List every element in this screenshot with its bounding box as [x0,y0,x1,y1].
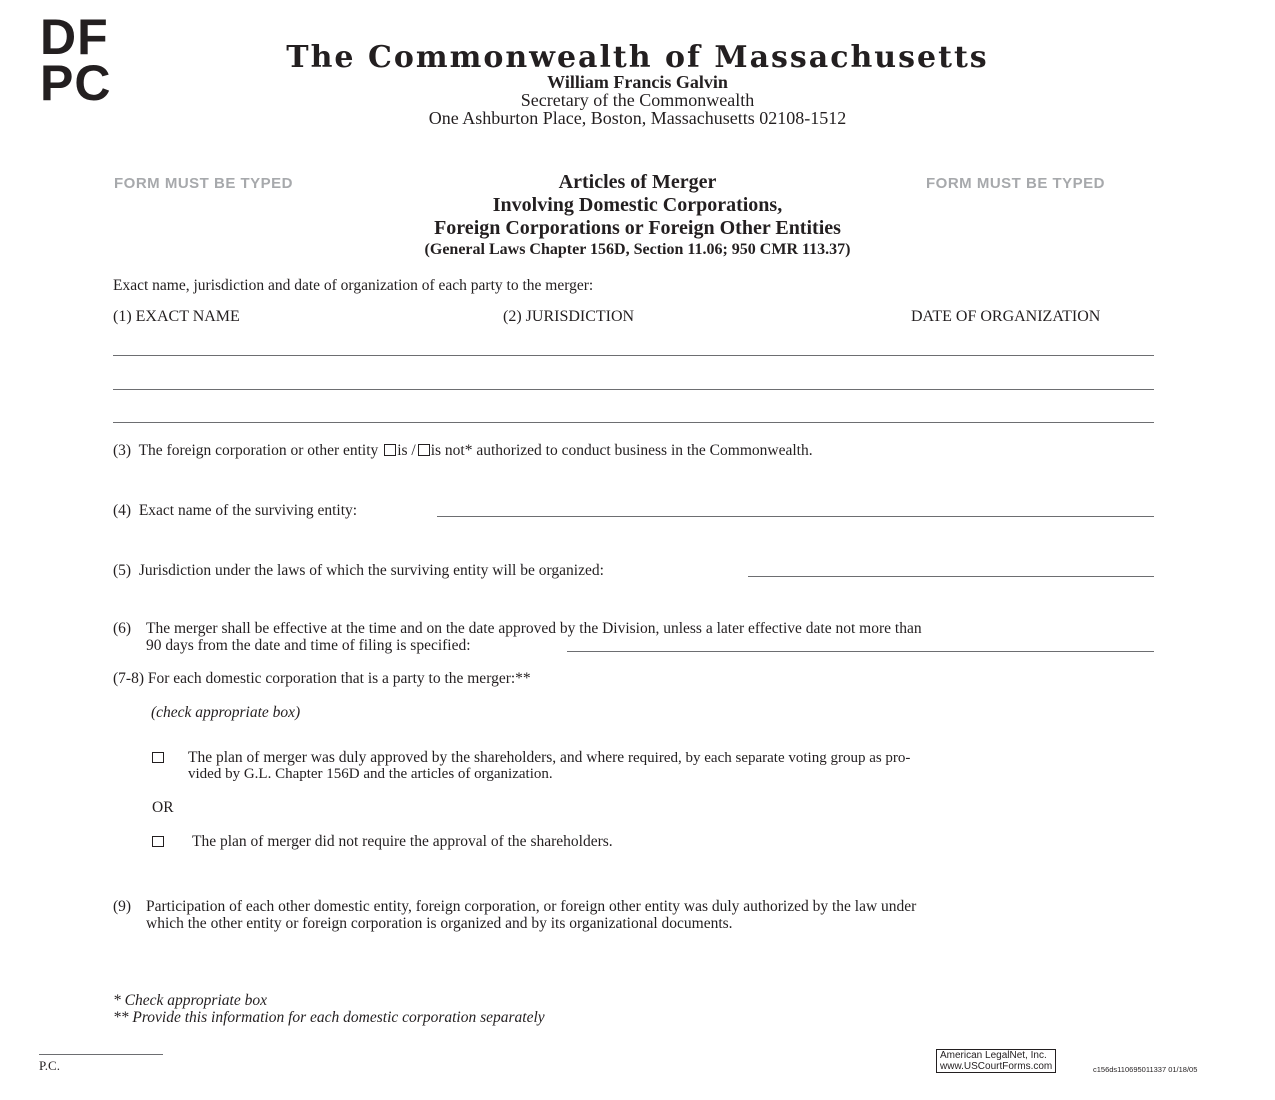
or-label: OR [152,799,174,816]
option-is-not-label: is not* [430,442,473,459]
secretary-title: Secretary of the Commonwealth [520,90,755,110]
option-no-approval: The plan of merger did not require the approval of the shareholders. [192,833,613,850]
item-6-line-1: The merger shall be effective at the time and on the date approved by the Division, unless a later effective date not more than [146,620,922,637]
commonwealth-title: The Commonwealth of Massachusetts [286,40,989,75]
surviving-entity-name-field[interactable] [437,516,1154,517]
form-subtitle-1: Involving Domestic Corporations, [492,194,783,216]
item-3-prefix: The foreign corporation or other entity [138,442,379,459]
pc-label: P.C. [39,1058,60,1073]
form-title: Articles of Merger [558,171,717,193]
approved-by-shareholders-checkbox[interactable] [152,752,164,763]
check-instruction: (check appropriate box) [151,704,301,721]
pc-signature-line [39,1054,163,1055]
column-date-of-organization: DATE OF ORGANIZATION [911,308,1101,325]
item-6-number: (6) [113,620,132,637]
parties-intro: Exact name, jurisdiction and date of organization of each party to the merger: [113,277,594,294]
party-row-2-field[interactable] [113,389,1154,390]
option-approved-line-2: vided by G.L. Chapter 156D and the articles of organization. [188,766,553,782]
no-shareholder-approval-checkbox[interactable] [152,836,164,847]
column-exact-name: (1) EXACT NAME [113,308,240,325]
surviving-entity-jurisdiction-field[interactable] [748,576,1154,577]
form-subtitle-2: Foreign Corporations or Foreign Other Entities [434,217,841,239]
form-code: c156ds110695011337 01/18/05 [1093,1065,1198,1074]
item-9-line-2: which the other entity or foreign corporation is organized and by its organizational documents. [146,915,733,932]
publisher-box [936,1049,1056,1073]
option-approved-line-1b: required, by each separate voting group as pro- [628,750,911,766]
party-row-3-field[interactable] [113,422,1154,423]
item-4-label: Exact name of the surviving entity: [138,502,358,519]
form-must-be-typed-right: FORM MUST BE TYPED [926,175,1106,192]
item-9-number: (9) [113,898,132,915]
item-5 [113,562,604,579]
form-must-be-typed-left: FORM MUST BE TYPED [114,175,294,192]
party-row-1-field[interactable] [113,355,1154,356]
publisher-name: American LegalNet, Inc. [940,1050,1047,1061]
item-6-line-2: 90 days from the date and time of filing is specified: [146,637,471,654]
secretary-name: William Francis Galvin [547,72,728,92]
office-address: One Ashburton Place, Boston, Massachusetts 02108-1512 [428,108,847,128]
footnote-1: * Check appropriate box [113,992,267,1009]
publisher-website[interactable]: www.USCourtForms.com [940,1061,1053,1072]
stamp-df: DF [40,9,109,65]
stamp-pc: PC [40,55,112,111]
item-9-line-1: Participation of each other domestic entity, foreign corporation, or foreign other entity was duly authorized by the law under [146,898,917,915]
item-7-8-number: (7-8) [113,670,144,687]
is-authorized-checkbox[interactable] [384,444,396,456]
option-approved-line-1a: The plan of merger was duly approved by the shareholders, and where [188,749,625,766]
item-5-label: Jurisdiction under the laws of which the surviving entity will be organized: [138,562,604,579]
legal-citation: (General Laws Chapter 156D, Section 11.06; 950 CMR 113.37) [424,241,851,258]
is-not-authorized-checkbox[interactable] [418,444,430,456]
item-4-number: (4) [113,502,132,519]
item-7-8-label: For each domestic corporation that is a party to the merger:** [147,670,531,687]
item-4 [113,502,357,519]
option-approved-line-1 [188,749,910,767]
item-3-suffix: authorized to conduct business in the Commonwealth. [476,442,813,459]
option-is-label: is / [397,442,416,459]
item-7-8 [113,670,531,687]
item-3-number: (3) [113,442,132,459]
item-5-number: (5) [113,562,132,579]
effective-date-field[interactable] [567,651,1154,652]
footnote-2: ** Provide this information for each domestic corporation separately [113,1009,545,1026]
column-jurisdiction: (2) JURISDICTION [503,308,635,325]
item-3 [113,442,813,459]
